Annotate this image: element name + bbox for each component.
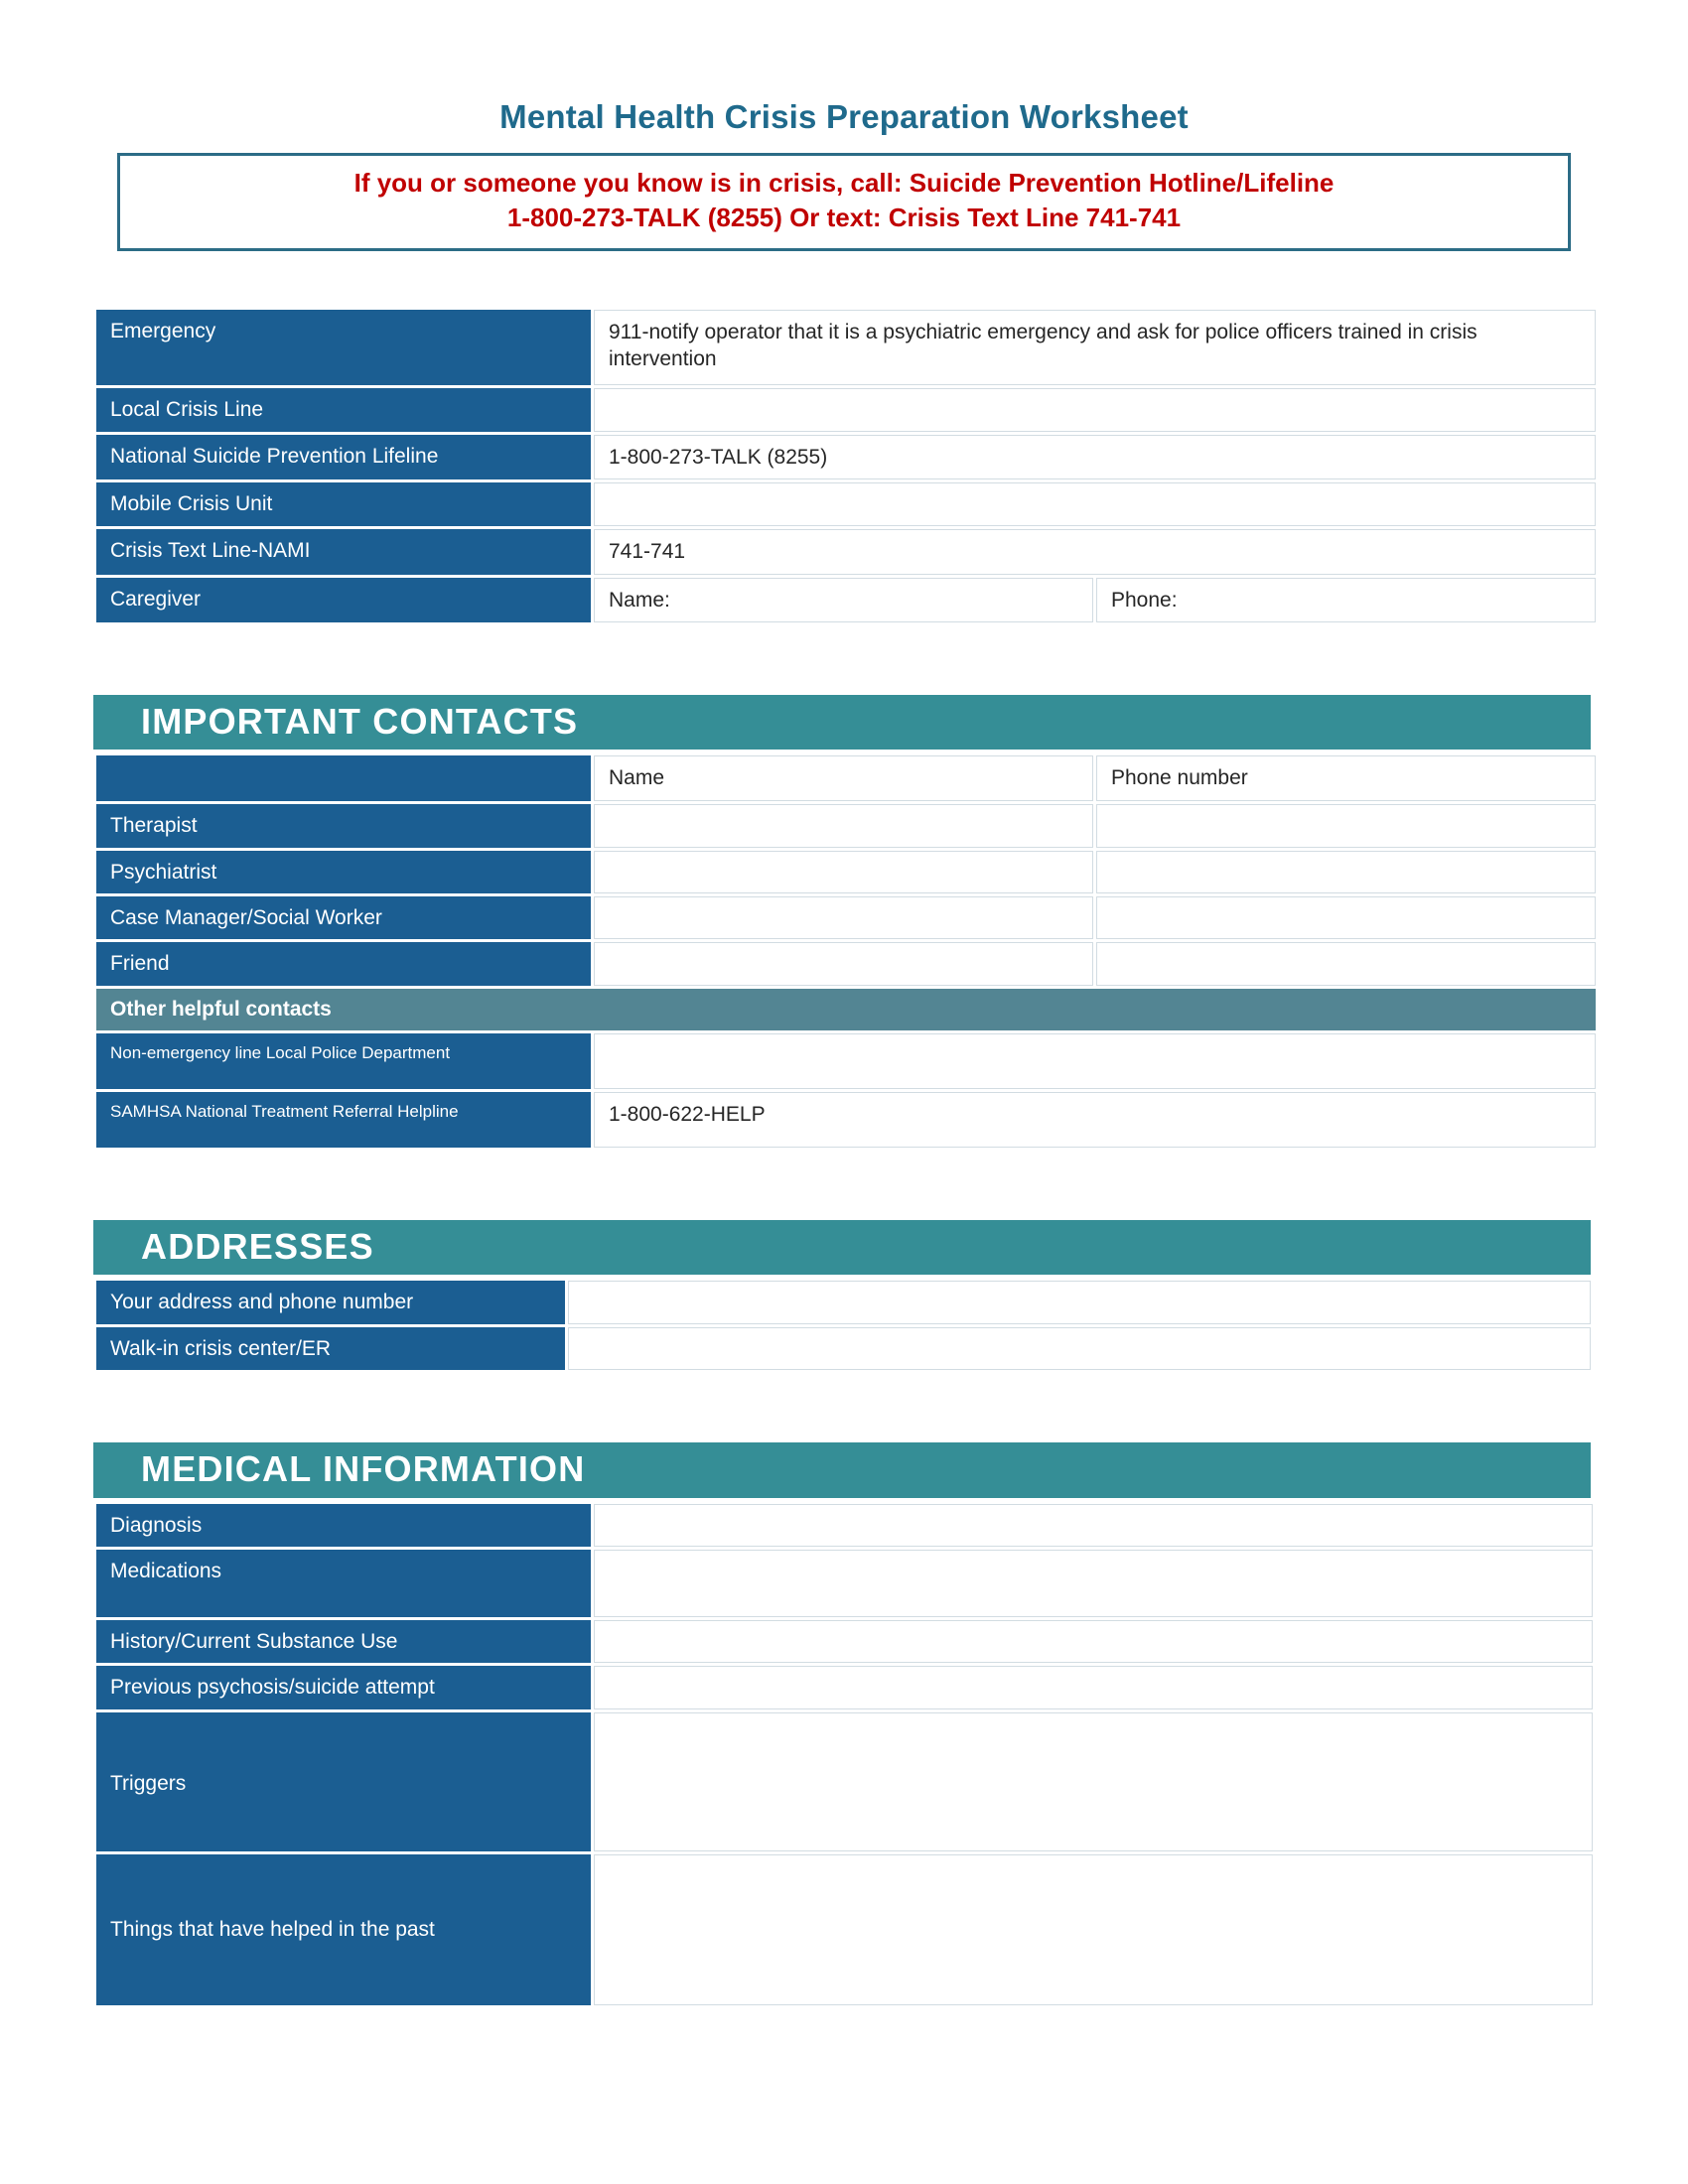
crisis-alert-line-1: If you or someone you know is in crisis, call: Suicide Prevention Hotline/Lifeline <box>353 168 1335 199</box>
row-label-triggers: Triggers <box>96 1712 591 1851</box>
triggers-field[interactable] <box>594 1712 1593 1851</box>
previous-psychosis-field[interactable] <box>594 1666 1593 1708</box>
section-banner-medical-information <box>93 1442 1591 1498</box>
table-row <box>96 1854 1593 2005</box>
medical-information-table <box>93 1501 1596 2008</box>
table-row <box>96 1666 1593 1708</box>
table-row <box>96 1550 1593 1617</box>
crisis-contacts-table <box>93 307 1599 625</box>
table-row <box>96 1281 1591 1323</box>
banner-label: MEDICAL INFORMATION <box>141 1448 586 1490</box>
row-label-local-crisis-line: Local Crisis Line <box>96 388 591 432</box>
row-label-mobile-crisis-unit: Mobile Crisis Unit <box>96 482 591 526</box>
row-label-substance-use: History/Current Substance Use <box>96 1620 591 1663</box>
important-contacts-table <box>93 752 1599 1150</box>
row-label-crisis-text-line: Crisis Text Line-NAMI <box>96 529 591 574</box>
contacts-header-blank <box>96 755 591 801</box>
table-row <box>96 1712 1593 1851</box>
spacer <box>0 1373 1688 1442</box>
contacts-header-name: Name <box>594 755 1093 801</box>
section-banner-addresses <box>93 1220 1591 1276</box>
therapist-phone-field[interactable] <box>1096 804 1596 847</box>
banner-label: ADDRESSES <box>141 1225 374 1267</box>
table-row <box>96 942 1596 985</box>
samhsa-helpline-field[interactable]: 1-800-622-HELP <box>594 1092 1596 1148</box>
row-label-emergency: Emergency <box>96 310 591 385</box>
row-value-national-lifeline[interactable]: 1-800-273-TALK (8255) <box>594 435 1596 479</box>
table-row <box>96 851 1596 893</box>
spacer <box>0 251 1688 307</box>
table-row <box>96 1033 1596 1089</box>
row-label-therapist: Therapist <box>96 804 591 847</box>
crisis-alert-line-2: 1-800-273-TALK (8255) Or text: Crisis Text Line 741-741 <box>506 202 1182 232</box>
friend-phone-field[interactable] <box>1096 942 1596 985</box>
row-label-psychiatrist: Psychiatrist <box>96 851 591 893</box>
row-label-your-address: Your address and phone number <box>96 1281 565 1323</box>
row-label-walk-in-crisis-center: Walk-in crisis center/ER <box>96 1327 565 1370</box>
table-row <box>96 1620 1593 1663</box>
caregiver-name-field[interactable]: Name: <box>594 578 1093 622</box>
spacer <box>0 1151 1688 1220</box>
row-label-diagnosis: Diagnosis <box>96 1504 591 1547</box>
row-label-case-manager: Case Manager/Social Worker <box>96 896 591 939</box>
table-header-row <box>96 755 1596 801</box>
row-value-mobile-crisis-unit[interactable] <box>594 482 1596 526</box>
table-row <box>96 388 1596 432</box>
addresses-table <box>93 1278 1594 1373</box>
case-manager-name-field[interactable] <box>594 896 1093 939</box>
psychiatrist-name-field[interactable] <box>594 851 1093 893</box>
crisis-alert-box <box>117 153 1571 251</box>
things-that-helped-field[interactable] <box>594 1854 1593 2005</box>
psychiatrist-phone-field[interactable] <box>1096 851 1596 893</box>
contacts-header-phone: Phone number <box>1096 755 1596 801</box>
table-row <box>96 804 1596 847</box>
therapist-name-field[interactable] <box>594 804 1093 847</box>
row-label-national-lifeline: National Suicide Prevention Lifeline <box>96 435 591 479</box>
non-emergency-police-field[interactable] <box>594 1033 1596 1089</box>
row-label-non-emergency-police: Non-emergency line Local Police Department <box>96 1033 591 1089</box>
diagnosis-field[interactable] <box>594 1504 1593 1547</box>
table-row <box>96 1092 1596 1148</box>
table-row <box>96 1504 1593 1547</box>
case-manager-phone-field[interactable] <box>1096 896 1596 939</box>
table-row <box>96 1327 1591 1370</box>
row-value-emergency[interactable]: 911-notify operator that it is a psychiatric emergency and ask for police officers trained in crisis intervention <box>594 310 1596 385</box>
table-row <box>96 578 1596 622</box>
table-row <box>96 435 1596 479</box>
friend-name-field[interactable] <box>594 942 1093 985</box>
subsection-other-helpful-contacts <box>96 989 1596 1030</box>
substance-use-field[interactable] <box>594 1620 1593 1663</box>
row-value-local-crisis-line[interactable] <box>594 388 1596 432</box>
page-title: Mental Health Crisis Preparation Worksheet <box>499 98 1189 135</box>
row-label-medications: Medications <box>96 1550 591 1617</box>
row-label-things-that-helped: Things that have helped in the past <box>96 1854 591 2005</box>
row-label-previous-psychosis: Previous psychosis/suicide attempt <box>96 1666 591 1708</box>
row-label-caregiver: Caregiver <box>96 578 591 622</box>
medications-field[interactable] <box>594 1550 1593 1617</box>
subsection-label: Other helpful contacts <box>96 989 1596 1030</box>
table-row <box>96 482 1596 526</box>
table-row <box>96 896 1596 939</box>
row-label-friend: Friend <box>96 942 591 985</box>
table-row <box>96 529 1596 574</box>
row-value-crisis-text-line[interactable]: 741-741 <box>594 529 1596 574</box>
walk-in-crisis-center-field[interactable] <box>568 1327 1591 1370</box>
banner-label: IMPORTANT CONTACTS <box>141 700 579 742</box>
table-row <box>96 310 1596 385</box>
row-label-samhsa-helpline: SAMHSA National Treatment Referral Helpline <box>96 1092 591 1148</box>
caregiver-phone-field[interactable]: Phone: <box>1096 578 1596 622</box>
spacer <box>0 625 1688 695</box>
your-address-field[interactable] <box>568 1281 1591 1323</box>
section-banner-important-contacts <box>93 695 1591 751</box>
